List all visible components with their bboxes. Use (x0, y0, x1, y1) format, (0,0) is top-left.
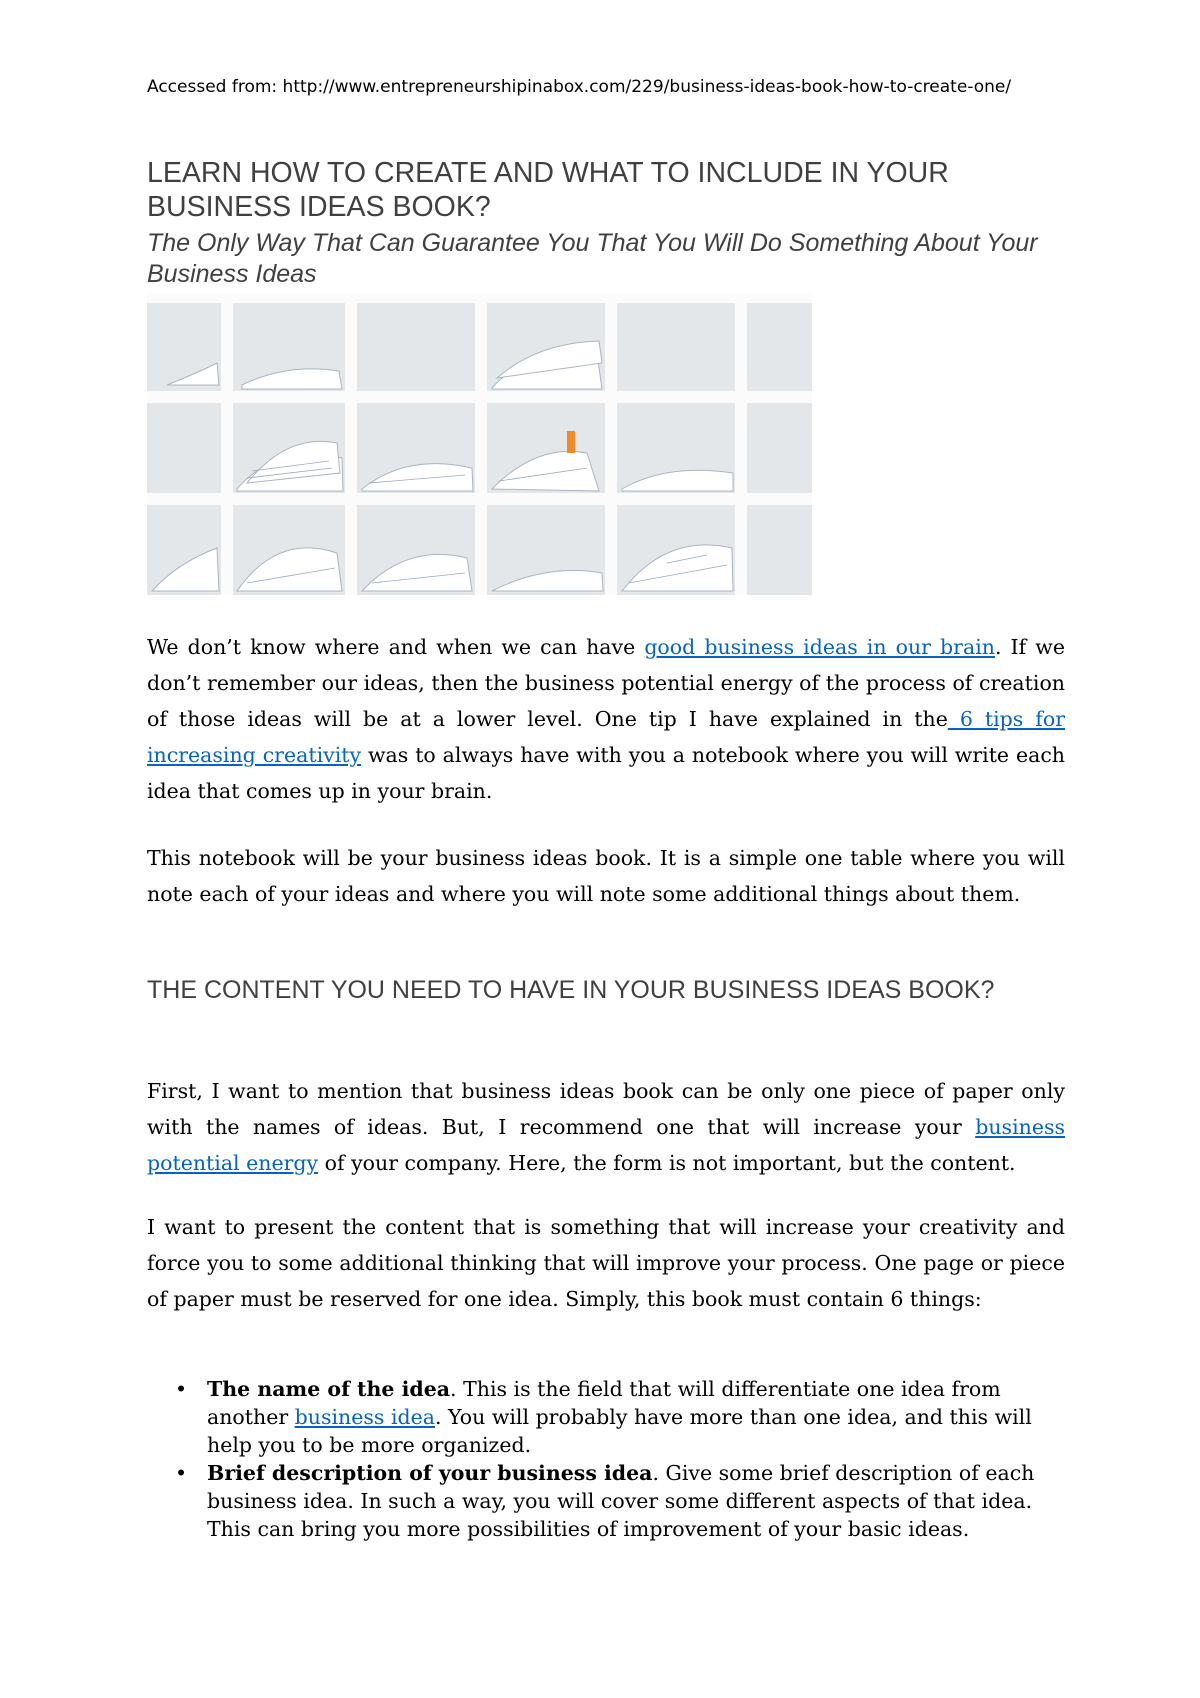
list-item-text: . You will probably have more than one idea, and this will help you to be more organized. (207, 1405, 1032, 1457)
paragraph-first (147, 1073, 1065, 1181)
list-item (147, 1459, 1065, 1543)
list-item-title: The name of the idea (207, 1377, 451, 1401)
paragraph-first-text-2: of your company. Here, the form is not important, but the content. (318, 1151, 1016, 1175)
list-item-title: Brief description of your business idea (207, 1461, 653, 1485)
link-good-business-ideas[interactable]: good business ideas in our brain (644, 635, 995, 659)
paragraph-content: I want to present the content that is something that will increase your creativity and force you to some additional thinking that will improve your process. One page or piece of paper must be reserved for one idea. Simply, this book must contain 6 things: (147, 1215, 1065, 1311)
list-item-text: . This is the field that will differentiate one idea from another (207, 1377, 1001, 1429)
page-title: LEARN HOW TO CREATE AND WHAT TO INCLUDE IN YOUR BUSINESS IDEAS BOOK? (147, 157, 949, 223)
paragraph-intro-text-3: was to always have with you a notebook where you will write each idea that comes up in your brain. (147, 743, 1066, 803)
paragraph-intro-text-1: We don’t know where and when we can have (147, 635, 645, 659)
link-6-tips-creativity[interactable]: 6 tips for increasing creativity (147, 707, 1065, 767)
section-heading: THE CONTENT YOU NEED TO HAVE IN YOUR BUSINESS IDEAS BOOK? (147, 976, 995, 1004)
paragraph-intro (147, 629, 1065, 809)
shelves-photo (147, 293, 812, 595)
content-list (147, 1375, 1065, 1543)
paragraph-intro-text-2: . If we don’t remember our ideas, then the business potential energy of the process of creation of those ideas will be at a lower level. One tip I have explained in the (147, 635, 1065, 731)
paragraph-notebook: This notebook will be your business ideas book. It is a simple one table where you will note each of your ideas and where you will note some additional things about them. (147, 846, 1065, 906)
paragraph-first-text-1: First, I want to mention that business ideas book can be only one piece of paper only with the names of ideas. But, I recommend one that will increase your (147, 1079, 1065, 1139)
source-line: Accessed from: http://www.entrepreneurshipinabox.com/229/business-ideas-book-how-to-create-one/ (147, 77, 1012, 97)
link-business-potential-energy[interactable]: business potential energy (147, 1115, 1065, 1175)
list-item-text: . Give some brief description of each business idea. In such a way, you will cover some different aspects of that idea. This can bring you more possibilities of improvement of your basic ideas. (207, 1461, 1035, 1541)
bullet-icon: • (175, 1377, 188, 1401)
link-business-idea[interactable]: business idea (294, 1405, 435, 1429)
page-subtitle: The Only Way That Can Guarantee You That You Will Do Something About Your Business Ideas (147, 229, 1038, 288)
bullet-icon: • (175, 1461, 188, 1485)
list-item (147, 1375, 1065, 1459)
